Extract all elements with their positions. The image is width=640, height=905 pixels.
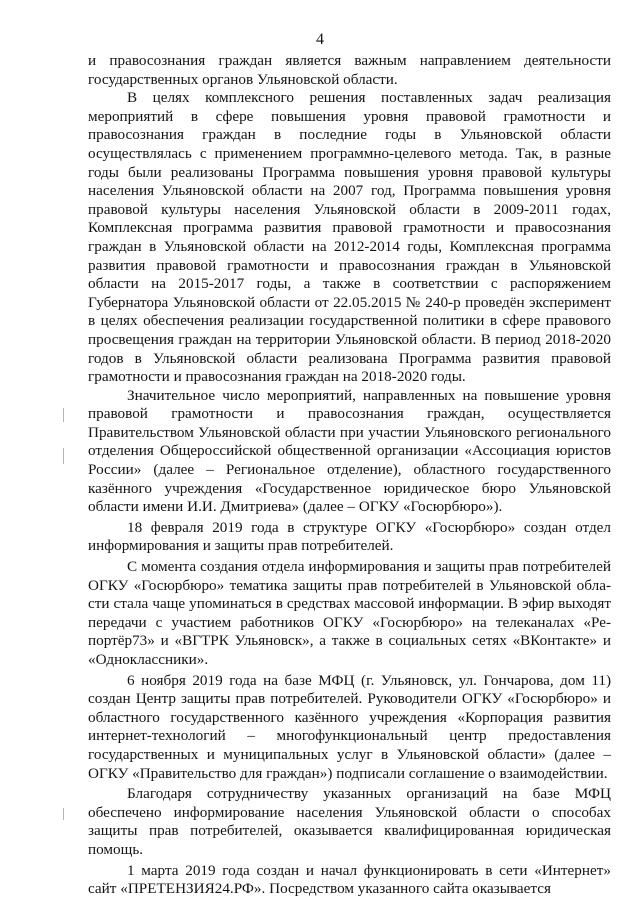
paragraph-website: 1 марта 2019 года создан и начал функционировать в сети «Интернет» сайт «ПРЕТЕНЗИЯ24.РФ». Посредством указанного сайта оказывается bbox=[88, 861, 611, 898]
paragraph-media: С момента создания отдела информирования и защиты прав потребителей ОГКУ «Госюрбюро» тематика защиты прав потребителей в Ульяновской области стала чаще упоминаться в средствах массовой информации. В эфир выходят передачи с участием работников ОГКУ «Госюрбюро» на телеканалах «Репортёр73» и «ВГТРК Ульяновск», а также в социальных сетях «ВКонтакте» и «Одноклассники». bbox=[88, 558, 611, 668]
paragraph-department-created: 18 февраля 2019 года в структуре ОГКУ «Госюрбюро» создан отдел информирования и защиты прав потребителей. bbox=[88, 518, 611, 555]
paragraph-participants: Значительное число мероприятий, направленных на повышение уровня правовой грамотности и правосознания граждан, осуществляется Правительством Ульяновской области при участии Ульяновского регионального отделения Общероссийской общественной организации «Ассоциация юристов России» (далее – Региональное отделение), областного государственного казённого учреждения «Государственное юридическое бюро Ульяновской области имени И.И. Дмитриева» (далее – ОГКУ «Госюрбюро»). bbox=[88, 386, 611, 516]
scan-margin-mark bbox=[63, 408, 64, 422]
page-number: 4 bbox=[316, 31, 324, 48]
paragraph-continuation: и правосознания граждан является важным направлением деятельности государственных органов Ульяновской области. bbox=[88, 52, 611, 88]
scan-margin-mark bbox=[63, 448, 64, 464]
scan-margin-mark bbox=[63, 808, 64, 820]
document-body bbox=[88, 52, 611, 899]
paragraph-protection-center: 6 ноября 2019 года на базе МФЦ (г. Ульяновск, ул. Гончарова, дом 11) создан Центр защиты прав потребителей. Руководители ОГКУ «Госюрбюро» и областного государственного казённого учреждения «Корпорация развития интернет-технологий – многофункциональный центр предоставления государственных и муниципальных услуг в Ульяновской области» (далее – ОГКУ «Правительство для граждан») подписали соглашение о взаимодействии. bbox=[88, 671, 611, 782]
paragraph-cooperation: Благодаря сотрудничеству указанных организаций на базе МФЦ обеспечено информирование населения Ульяновской области о способах защиты прав потребителей, оказывается квалифицированная юридическая помощь. bbox=[88, 785, 611, 858]
paragraph-programs: В целях комплексного решения поставленных задач реализация мероприятий в сфере повышения уровня правовой грамотности и правосознания граждан в последние годы в Ульяновской области осуществлялась с применением программно-целевого метода. Так, в разные годы были реализованы Программа повышения уровня правовой культуры населения Ульяновской области на 2007 год, Программа повышения уровня правовой культуры населения Ульяновской области в 2009-2011 годах, Комплексная программа развития правовой грамотности и правосознания граждан в Ульяновской области на 2012-2014 годы, Комплексная программа развития правовой грамотности и правосознания граждан в Ульяновской области на 2015-2017 годы, а также в соответствии с распоряжением Губернатора Ульяновской области от 22.05.2015 № 240-р проведён эксперимент в целях обеспечения реализации государственной политики в сфере правового просвещения граждан на территории Ульяновской области. В период 2018-2020 годов в Ульяновской области реализована Программа развития правовой грамотности и правосознания граждан на 2018-2020 годы. bbox=[88, 89, 611, 386]
